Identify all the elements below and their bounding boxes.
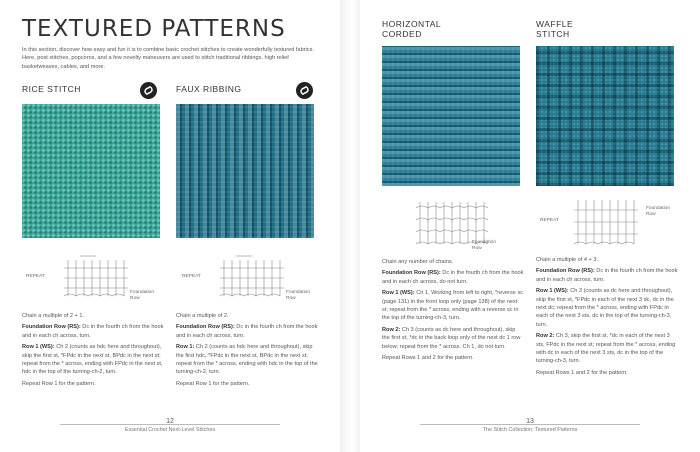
skill-level-icon (140, 82, 157, 99)
rice-chain-text: Chain a multiple of 2 + 1. (22, 313, 85, 319)
intro-text: In this section, discover how easy and fun it is to combine basic crochet stitches to create wonderfully textured fabrics. Here, post stitches, popcorns, and a few novelty maneuvers are used to stitch traditional ribbings, high relief basketweaves, cables, and more. (22, 47, 314, 70)
rice-repeat-label: REPEAT (26, 274, 45, 279)
faux-ribbing-swatch (176, 104, 314, 238)
waffle-foundation-row: Foundation Row (RS): Dc in the fourth ch from the hook and in each ch across, turn. (536, 268, 678, 283)
page-number: 12 (166, 418, 174, 425)
waffle-stitch-swatch (536, 46, 674, 186)
page-title: TEXTURED PATTERNS (22, 16, 286, 42)
faux-row-1: Row 1: Ch 2 (counts as hdc here and throughout), skip the first hdc, *FPdc in the next st, BPdc in the next st; repeat from the * across, ending with hdc in the top of the turning-ch-2, turn. (176, 344, 318, 376)
rice-row-1: Row 1 (WS): Ch 2 (counts as hdc here and throughout), skip the first st, *FPdc in the next st, BPdc in the next st; repeat from the * across, ending with FPdc in the next st, hdc in the top of the turning-ch-2, turn. (22, 344, 163, 376)
waffle-repeat-label: REPEAT (540, 218, 559, 223)
skill-level-icon (296, 82, 313, 99)
horizontal-corded-swatch (382, 46, 520, 186)
waffle-row-1: Row 1 (WS): Ch 3 (counts as dc here and throughout), skip the first st, *FPdc in each of the next 3 dc, dc in the next dc; repeat from the * across, ending with FPdc in each of the next 3 sts, dc in the top of the turning-ch-3, turn. (536, 288, 674, 328)
faux-repeat-label: REPEAT (182, 274, 201, 279)
faux-foundation-row: Foundation Row (RS): Dc in the fourth ch from the hook and in each ch across, turn. (176, 324, 318, 339)
waffle-repeat-text: Repeat Rows 1 and 2 for the pattern. (536, 369, 628, 376)
waffle-stitch-instructions (536, 256, 678, 380)
rice-stitch-instructions (22, 312, 164, 391)
rice-stitch-title: RICE STITCH (22, 84, 81, 94)
faux-ribbing-title: FAUX RIBBING (176, 84, 242, 94)
right-folio (420, 418, 640, 433)
running-footer: Essential Crochet Next-Level Stitches (124, 427, 216, 433)
horizontal-repeat-text: Repeat Rows 1 and 2 for the pattern. (382, 354, 474, 361)
horizontal-foundation-row: Foundation Row (RS): Dc in the fourth ch from the hook and in each ch across, do not turn. (382, 270, 524, 285)
horizontal-foundation-label: Foundation Row (472, 240, 497, 251)
waffle-row-2: Row 2: Ch 3, skip the first st, *dc in each of the next 3 sts, FPdc in the next st; repeat from the * across, ending with dc in each of the next 3 sts, dc in the top of the turning-ch-3, turn. (536, 333, 676, 365)
faux-ribbing-instructions (176, 312, 318, 391)
faux-chain-text: Chain a multiple of 2. (176, 313, 229, 319)
waffle-chain-text: Chain a multiple of 4 + 3. (536, 257, 599, 263)
waffle-stitch-diagram (554, 194, 664, 250)
rice-foundation-label: Foundation Row (130, 290, 155, 301)
horizontal-corded-instructions (382, 258, 524, 365)
left-page (0, 0, 340, 452)
page-number: 13 (526, 418, 534, 425)
rice-stitch-swatch (22, 104, 160, 238)
horizontal-corded-title: HORIZONTAL CORDED (382, 19, 442, 39)
waffle-foundation-label: Foundation Row (646, 206, 671, 217)
right-page (360, 0, 700, 452)
rice-repeat-text: Repeat Row 1 for the pattern. (22, 380, 96, 387)
horizontal-row-2: Row 2: Ch 3 (counts as dc here and throughout), skip the first st, *dc in the back loop only of the next dc 1 row below; repeat from the * across. Ch 1, do not turn. (382, 326, 521, 350)
book-gutter (340, 0, 360, 452)
left-folio (60, 418, 280, 433)
rice-foundation-row: Foundation Row (RS): Dc in the fourth ch from the hook and in each ch across, turn. (22, 324, 164, 339)
faux-foundation-label: Foundation Row (286, 290, 311, 301)
horizontal-row-1: Row 1 (WS): Ch 1. Working from left to right, *reverse sc (page 131) in the front loop only (page 138) of the next st; repeat from the * across, ending with a reverse sc in the top of the turning-ch-3, turn. (382, 290, 524, 322)
horizontal-chain-text: Chain any number of chains. (382, 259, 454, 265)
faux-repeat-text: Repeat Row 1 for the pattern. (176, 380, 250, 387)
running-footer: The Stitch Collection: Textured Patterns (482, 427, 578, 433)
waffle-stitch-title: WAFFLE STITCH (536, 19, 574, 39)
